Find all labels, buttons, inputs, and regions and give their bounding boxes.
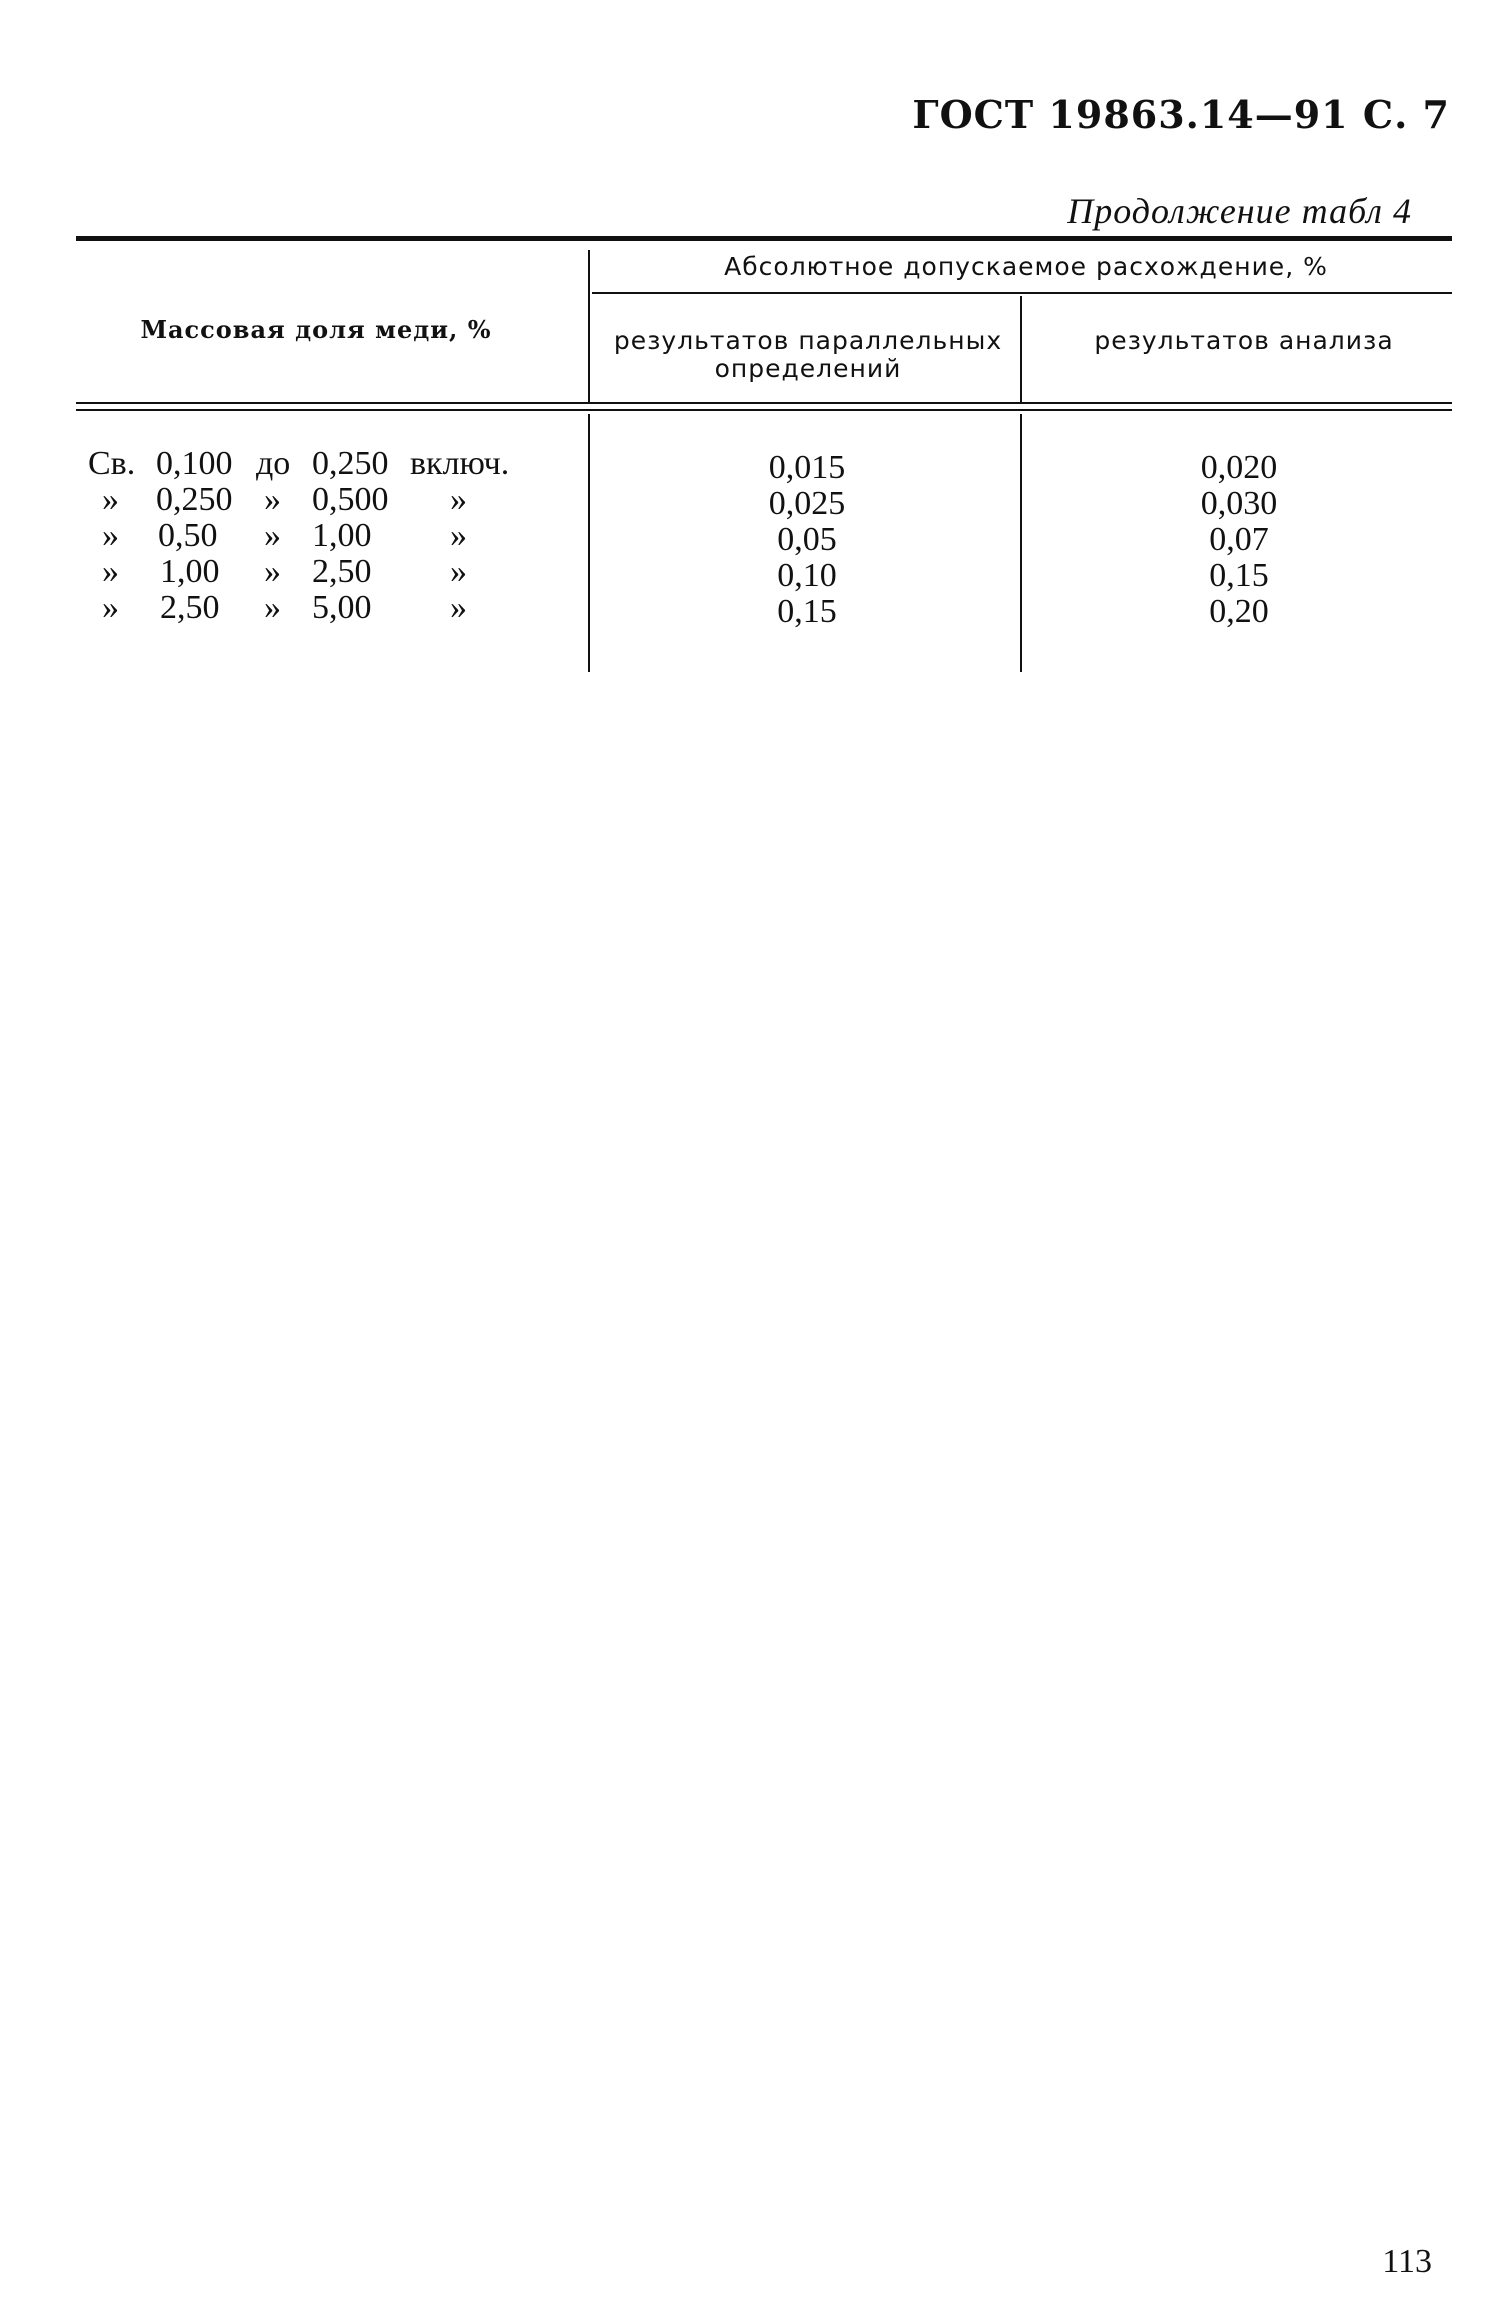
- header-divider-left: [588, 250, 590, 402]
- range-to-word: »: [264, 481, 281, 518]
- row-range-label: [88, 554, 528, 590]
- column-header-mass-fraction: Массовая доля меди, %: [140, 315, 492, 344]
- range-to: 1,00: [312, 517, 372, 554]
- range-to: 0,250: [312, 445, 389, 482]
- range-to: 5,00: [312, 589, 372, 626]
- column-group-header: Абсолютное допускаемое расхождение, %: [724, 252, 1328, 281]
- cell-analysis: 0,15: [1209, 557, 1269, 594]
- header-divider-middle: [1020, 296, 1022, 402]
- page-number: 113: [1382, 2243, 1432, 2280]
- column-header-analysis: результатов анализа: [1094, 326, 1394, 355]
- cell-analysis: 0,020: [1200, 449, 1278, 486]
- range-to: 0,500: [312, 481, 389, 518]
- range-prefix: »: [102, 481, 119, 518]
- row-range-label: [88, 446, 528, 482]
- cell-parallel: 0,15: [777, 593, 837, 630]
- row-range-label: [88, 518, 528, 554]
- range-from: 2,50: [160, 589, 220, 626]
- cell-parallel: 0,015: [768, 449, 846, 486]
- header-bottom-rule-2: [76, 409, 1452, 411]
- column-header-parallel: результатов параллельных определений: [613, 326, 1003, 383]
- header-bottom-rule-1: [76, 402, 1452, 404]
- range-suffix: »: [450, 517, 467, 554]
- range-from: 0,50: [158, 517, 218, 554]
- page-header-title: ГОСТ 19863.14—91 С. 7: [912, 92, 1450, 137]
- table-caption: Продолжение табл 4: [1067, 191, 1412, 231]
- cell-analysis: 0,07: [1209, 521, 1269, 558]
- body-divider-left: [588, 414, 590, 672]
- range-prefix: »: [102, 517, 119, 554]
- cell-parallel: 0,025: [768, 485, 846, 522]
- range-suffix: включ.: [410, 445, 510, 482]
- table-top-rule: [76, 236, 1452, 241]
- range-prefix: Св.: [88, 445, 136, 482]
- range-from: 1,00: [160, 553, 220, 590]
- row-range-label: [88, 482, 528, 518]
- range-prefix: »: [102, 589, 119, 626]
- cell-analysis: 0,030: [1200, 485, 1278, 522]
- cell-parallel: 0,10: [777, 557, 837, 594]
- range-to-word: до: [256, 445, 291, 482]
- range-suffix: »: [450, 481, 467, 518]
- range-to-word: »: [264, 589, 281, 626]
- range-to-word: »: [264, 517, 281, 554]
- range-to: 2,50: [312, 553, 372, 590]
- range-from: 0,250: [156, 481, 233, 518]
- group-header-rule: [592, 292, 1452, 294]
- cell-analysis: 0,20: [1209, 593, 1269, 630]
- range-from: 0,100: [156, 445, 233, 482]
- range-suffix: »: [450, 589, 467, 626]
- range-prefix: »: [102, 553, 119, 590]
- cell-parallel: 0,05: [777, 521, 837, 558]
- row-range-label: [88, 590, 528, 626]
- range-to-word: »: [264, 553, 281, 590]
- range-suffix: »: [450, 553, 467, 590]
